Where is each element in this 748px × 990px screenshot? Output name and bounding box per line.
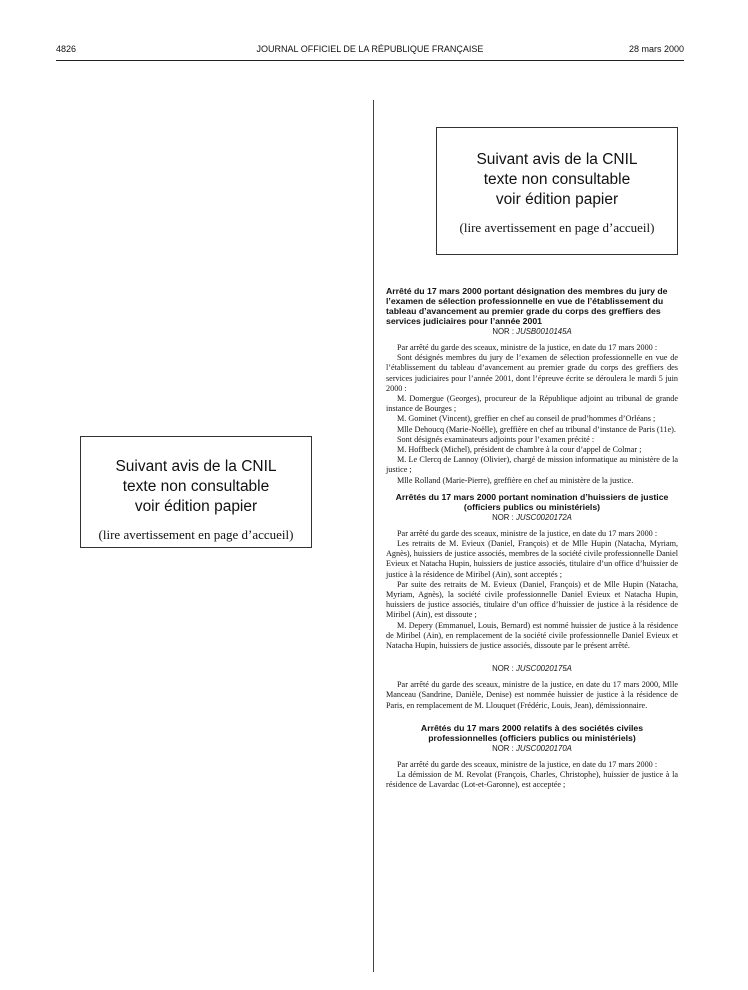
page-number: 4826 [56, 44, 77, 54]
nor-label: NOR : [492, 327, 514, 336]
cnil-notice-line1: Suivant avis de la CNIL [115, 458, 277, 475]
nor-reference [386, 513, 678, 523]
nor-reference [386, 744, 678, 754]
section-huissiers-nomination [386, 492, 678, 651]
paragraph: Sont désignés membres du jury de l’examen de sélection professionnelle en vue de l’établissement du tableau d’avancement au premier grade du corps des greffiers des services judiciaires pour l’année 2001, dont l’épreuve écrite se déroulera le mardi 5 juin 2000 : [386, 353, 678, 393]
paragraph: Mlle Rolland (Marie-Pierre), greffière en chef au ministère de la justice. [397, 475, 634, 485]
nor-label: NOR : [492, 512, 514, 522]
column-divider [373, 100, 374, 972]
paragraph: Mlle Dehoucq (Marie-Noëlle), greffière en chef au tribunal d’instance de Paris (11e). [397, 424, 676, 434]
cnil-notice-line2: texte non consultable [483, 171, 631, 188]
header-rule [56, 60, 684, 61]
paragraph: La démission de M. Revolat (François, Charles, Christophe), huissier de justice à la résidence de Lavardac (Lot-et-Garonne), est acceptée ; [386, 770, 678, 790]
paragraph: Par arrêté du garde des sceaux, ministre de la justice, en date du 17 mars 2000 : [397, 759, 658, 769]
section-societes-civiles [386, 723, 678, 791]
paragraph: M. Gominet (Vincent), greffier en chef au conseil de prud’hommes d’Orléans ; [397, 414, 656, 424]
cnil-notice-warning: (lire avertissement en page d’accueil) [98, 527, 294, 542]
issue-date: 28 mars 2000 [628, 44, 684, 54]
paragraph: Sont désignés examinateurs adjoints pour l’examen précité : [397, 434, 595, 444]
right-column-text [386, 286, 678, 791]
section-title: Arrêté du 17 mars 2000 portant désignation des membres du jury de l’examen de sélection professionnelle en vue de l’établissement du tableau d’avancement au premier grade du corps des greffiers des services judiciaires pour l’année 2001 [386, 286, 668, 326]
paragraph: M. Le Clercq de Lannoy (Olivier), chargé de mission informatique au ministère de la justice ; [386, 455, 678, 475]
paragraph: Les retraits de M. Evieux (Daniel, François) et de Mlle Hupin (Natacha, Myriam, Agnès), huissiers de justice associés, membres de la société civile professionnelle Daniel Evieux et Natacha Hupin, huissiers de justice associés, titulaire d’un office d’huissier de justice à la résidence de Miribel (Ain), sont acceptés ; [386, 539, 678, 579]
section-nor-manceau [386, 664, 678, 711]
nor-label: NOR : [492, 743, 514, 753]
nor-reference [386, 327, 678, 337]
cnil-notice-warning: (lire avertissement en page d’accueil) [459, 220, 655, 235]
nor-reference [386, 664, 678, 674]
section-jury-designation [386, 286, 678, 486]
nor-code: JUSC0020175A [515, 664, 572, 674]
page-header [56, 44, 684, 58]
cnil-notice-box-left [80, 436, 312, 548]
nor-label: NOR : [492, 664, 514, 674]
paragraph: Par suite des retraits de M. Evieux (Daniel, François) et de Mlle Hupin (Natacha, Myriam, Agnès), la société civile professionnelle Daniel Evieux et Natacha Hupin, huissiers de justice associés, titulaire d’un office d’huissier de justice à la résidence de Miribel (Ain), est dissoute ; [386, 579, 678, 620]
cnil-notice-line3: voir édition papier [134, 498, 258, 515]
paragraph: M. Depery (Emmanuel, Louis, Bernard) est nommé huissier de justice à la résidence de Miribel (Ain), en remplacement de la société civile professionnelle Daniel Evieux et Natacha Hupin, huissiers de justice associés, dissoute par le présent arrêté. [386, 620, 678, 651]
cnil-notice-line1: Suivant avis de la CNIL [476, 151, 638, 168]
nor-code: JUSB0010145A [516, 327, 572, 336]
paragraph: M. Hoffbeck (Michel), président de chambre à la cour d’appel de Colmar ; [397, 445, 642, 455]
paragraph: Par arrêté du garde des sceaux, ministre de la justice, en date du 17 mars 2000, Mlle Manceau (Sandrine, Danièle, Denise) est nommée huissier de justice à la résidence de Paris, en remplacement de M. Llouquet (Frédéric, Louis, Jean), démissionnaire. [386, 680, 678, 710]
journal-title: JOURNAL OFFICIEL DE LA RÉPUBLIQUE FRANÇAISE [256, 44, 484, 54]
section-title: Arrêtés du 17 mars 2000 relatifs à des sociétés civiles professionnelles (officiers publics ou ministériels) [420, 722, 644, 743]
paragraph: Par arrêté du garde des sceaux, ministre de la justice, en date du 17 mars 2000 : [397, 343, 658, 352]
nor-code: JUSC0020172A [515, 512, 572, 522]
cnil-notice-line3: voir édition papier [495, 191, 619, 208]
cnil-notice-box-right [436, 127, 678, 255]
cnil-notice-line2: texte non consultable [122, 478, 270, 495]
nor-code: JUSC0020170A [515, 743, 572, 753]
paragraph: M. Domergue (Georges), procureur de la République adjoint au tribunal de grande instance de Bourges ; [386, 394, 678, 414]
section-title: Arrêtés du 17 mars 2000 portant nomination d’huissiers de justice (officiers publics ou ministériels) [395, 491, 669, 512]
paragraph: Par arrêté du garde des sceaux, ministre de la justice, en date du 17 mars 2000 : [397, 528, 658, 538]
